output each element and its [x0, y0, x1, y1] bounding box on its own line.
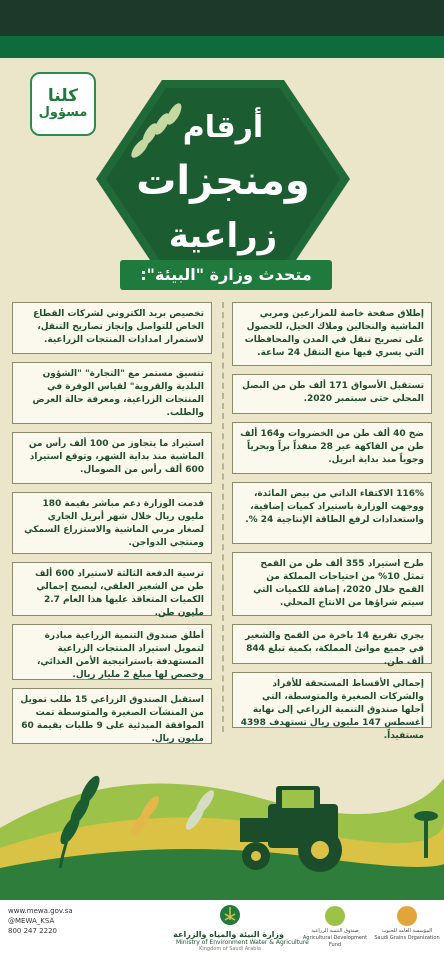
green-band — [0, 36, 444, 58]
contact-info — [8, 906, 128, 936]
title-line-1: أرقام — [182, 110, 264, 145]
ministry-emblem-icon — [219, 904, 241, 926]
kingdom-name: Kingdom of Saudi Arabia — [199, 946, 261, 952]
kulluna-masool-badge — [30, 72, 96, 136]
partner2-ar: المؤسسة العامة للحبوب — [381, 928, 433, 934]
ministry-name-ar: وزارة البيئة والمياه والزراعة — [173, 930, 284, 939]
title-hexagon — [92, 76, 354, 282]
phone-number: 800 247 2220 — [8, 927, 57, 935]
top-bar — [0, 0, 444, 36]
sago-logo-icon — [397, 906, 417, 926]
title-line-2: ومنجزات — [136, 158, 310, 204]
website-link[interactable]: www.mewa.gov.sa — [8, 907, 73, 915]
fact-card-left-1: تخصيص بريد الكتروني لشركات القطاع الخاص للتواصل وإنجاز تصاريح التنقل، لاستمرار امدادات المنتجات الزراعية. — [12, 302, 212, 354]
fact-card-left-4: قدمت الوزارة دعم مباشر بقيمة 180 مليون ريال خلال شهر أبريل الجاري لصغار مربي الماشية والاستزراع السمكي ومنتجي الدواجن. — [12, 492, 212, 554]
fact-card-left-6: أطلق صندوق التنمية الزراعية مبادرة لتمويل استيراد المنتجات الزراعية المستهدفة باستراتيجية الأمن الغذائي، وخصص لها مبلغ 2 مليار ريال. — [12, 624, 212, 680]
partner-logo-1 — [300, 906, 370, 949]
partner2-en: Saudi Grains Organization — [374, 935, 440, 941]
ministry-logo — [173, 904, 309, 952]
partner1-ar: صندوق التنمية الزراعية — [311, 928, 359, 934]
fact-card-left-3: استيراد ما يتجاوز من 100 ألف رأس من الماشية منذ بداية الشهر، وتوقع استيراد 600 ألف رأس من الصومال. — [12, 432, 212, 484]
fact-card-left-7: استقبل الصندوق الزراعي 15 طلب تمويل من المنشآت الصغيرة والمتوسطة تمت الموافقة المبدئية على 9 طلبات بقيمة 60 مليون ريال. — [12, 688, 212, 744]
fact-card-right-5: طرح استيراد 355 ألف طن من القمح تمثل 10% من احتياجات المملكة من القمح خلال 2020، إضافة للكميات التي سيتم شراؤها من الانتاج المحلي. — [232, 552, 432, 616]
footer — [0, 900, 444, 960]
fact-card-right-7: إجمالي الأقساط المستحقة للأفراد والشركات الصغيرة والمتوسطة، التي أجلها صندوق التنمية الزراعي إلى نهاية أغسطس 147 مليون ريال تستهدف 4398 مستفيداً. — [232, 672, 432, 728]
title-line-3: زراعية — [168, 216, 278, 256]
column-divider — [222, 302, 224, 732]
partner1-en: Agricultural Development Fund — [302, 935, 368, 948]
badge-line1: كلنا — [47, 86, 79, 107]
fact-card-left-2: تنسيق مستمر مع "التجارة" "الشؤون البلدية والقروية" لقياس الوفرة في المنتجات الزراعية، ومعرفة حالة العرض والطلب. — [12, 362, 212, 424]
poster — [0, 58, 444, 900]
badge-line2: مسؤول — [38, 105, 88, 121]
social-handle[interactable]: @MEWA_KSA — [8, 917, 55, 925]
fact-card-right-6: يجري تفريغ 14 باخرة من القمح والشعير في جميع موانئ المملكة، بكمية تبلغ 844 ألف طن. — [232, 624, 432, 664]
ministry-name-en: Ministry of Environment Water & Agriculture — [176, 939, 309, 946]
partner-logo-2 — [372, 906, 442, 942]
fact-card-right-4: 116% الاكتفاء الذاتي من بيض المائدة، ووجهت الوزارة باستيراد كميات إضافية، واستعدادات لرفع الطاقة الإنتاجية 24 %. — [232, 482, 432, 544]
subtitle: متحدث وزارة "البيئة": — [120, 260, 332, 290]
fact-card-left-5: ترسية الدفعة الثالثة لاستيراد 600 ألف طن من الشعير العلفي، ليصبح إجمالي الكميات المتعاقد عليها هذا العام 2.7 مليون طن. — [12, 562, 212, 616]
adf-logo-icon — [325, 906, 345, 926]
fact-card-right-1: إطلاق صفحة خاصة للمزارعين ومربي الماشية والنحالين وملاك الخيل، للحصول على تصريح تنقل في المدن والمحافظات التي يسري فيها منع التنقل 24 ساعة. — [232, 302, 432, 366]
fact-card-right-2: تستقبل الأسواق 171 ألف طن من البصل المحلي حتى سبتمبر 2020. — [232, 374, 432, 414]
farm-illustration — [0, 718, 444, 900]
fact-card-right-3: ضخ 40 ألف طن من الخضروات و164 ألف طن من الفاكهة عبر 28 منفذاً براً وبحرياً وجوياً منذ بداية ابريل. — [232, 422, 432, 474]
